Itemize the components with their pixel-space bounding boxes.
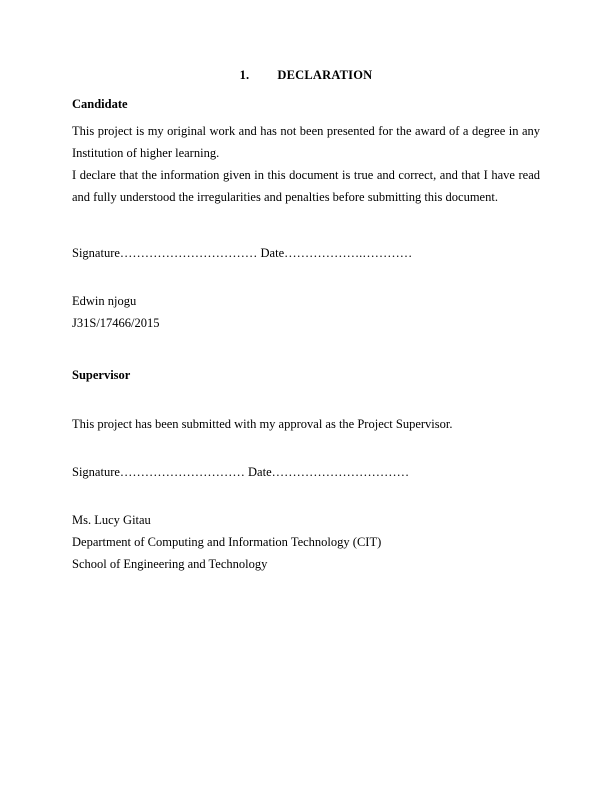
spacer: [72, 435, 540, 461]
spacer: [72, 208, 540, 242]
supervisor-approval-paragraph: This project has been submitted with my approval as the Project Supervisor.: [72, 417, 453, 431]
spacer: [72, 391, 540, 413]
supervisor-department: Department of Computing and Information Technology (CIT): [72, 535, 382, 549]
spacer: [72, 334, 540, 368]
candidate-heading: Candidate: [72, 97, 128, 111]
section-title-text: DECLARATION: [277, 68, 373, 82]
supervisor-signature-date-line: Signature………………………… Date……………………………: [72, 465, 410, 479]
supervisor-name: Ms. Lucy Gitau: [72, 513, 151, 527]
candidate-registration-number: J31S/17466/2015: [72, 316, 160, 330]
candidate-name: Edwin njogu: [72, 294, 137, 308]
section-number: 1.: [239, 68, 250, 82]
candidate-declaration-paragraph-1: This project is my original work and has not been presented for the award of a degree in any Institution of higher learning.: [72, 124, 540, 160]
spacer: [72, 483, 540, 509]
supervisor-school: School of Engineering and Technology: [72, 557, 268, 571]
page-content: [72, 68, 540, 575]
candidate-signature-date-line: Signature…………………………… Date……………….…………: [72, 246, 413, 260]
section-title: [72, 68, 540, 83]
supervisor-heading: Supervisor: [72, 368, 131, 382]
candidate-declaration-paragraph-2: I declare that the information given in this document is true and correct, and that I have read and fully understood the irregularities and penalties before submitting this document.: [72, 168, 540, 204]
spacer: [72, 264, 540, 290]
